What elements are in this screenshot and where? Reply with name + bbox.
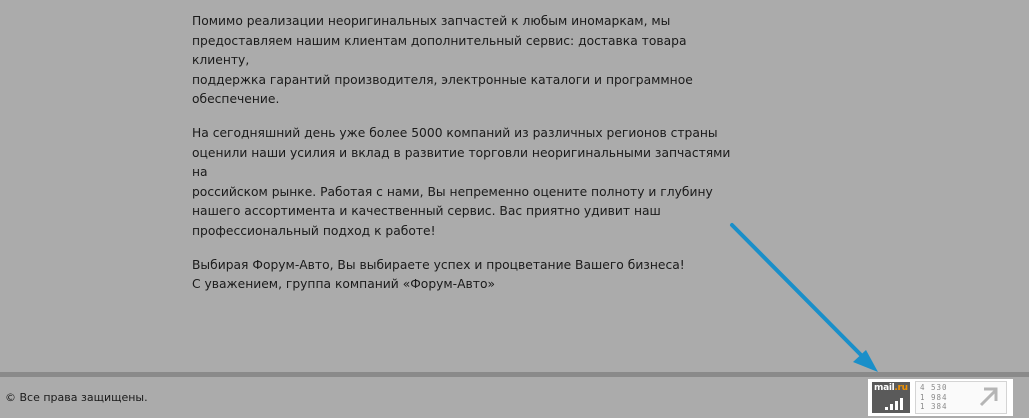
mailru-logo[interactable] xyxy=(872,382,910,413)
counter-numbers xyxy=(920,383,948,412)
text-line: предоставляем нашим клиентам дополнительный сервис: доставка товара клиенту, xyxy=(192,33,687,68)
mailru-brand-text: mail.ru xyxy=(874,383,908,393)
text-line: обеспечение. xyxy=(192,92,280,107)
signal-bars-icon xyxy=(885,398,903,410)
counter-stats[interactable] xyxy=(915,381,1007,414)
text-line: профессиональный подход к работе! xyxy=(192,223,436,238)
signature-line: С уважением, группа компаний «Форум-Авто» xyxy=(192,277,495,292)
external-link-arrow-icon xyxy=(978,386,1000,408)
paragraph-clients xyxy=(192,124,732,242)
paragraph-services xyxy=(192,12,732,110)
copyright-text: © Все права защищены. xyxy=(5,391,148,404)
text-line: Помимо реализации неоригинальных запчастей к любым иномаркам, мы xyxy=(192,14,671,28)
text-line: На сегодняшний день уже более 5000 компаний из различных регионов страны xyxy=(192,125,718,140)
counter-value: 1 384 xyxy=(920,402,948,411)
paragraph-closing xyxy=(192,256,732,295)
text-line: Выбирая Форум-Авто, Вы выбираете успех и процветание Вашего бизнеса! xyxy=(192,257,685,272)
text-line: поддержка гарантий производителя, электронные каталоги и программное xyxy=(192,72,693,87)
counter-value: 4 530 xyxy=(920,383,948,392)
text-line: нашего ассортимента и качественный сервис. Вас приятно удивит наш xyxy=(192,204,661,219)
footer xyxy=(0,377,1029,418)
counter-value: 1 984 xyxy=(920,392,948,402)
text-line: оценили наши усилия и вклад в развитие торговли неоригинальными запчастями на xyxy=(192,145,731,180)
main-text xyxy=(192,12,732,295)
text-line: российском рынке. Работая с нами, Вы непременно оцените полноту и глубину xyxy=(192,184,713,199)
mailru-counter-widget[interactable] xyxy=(868,379,1013,416)
